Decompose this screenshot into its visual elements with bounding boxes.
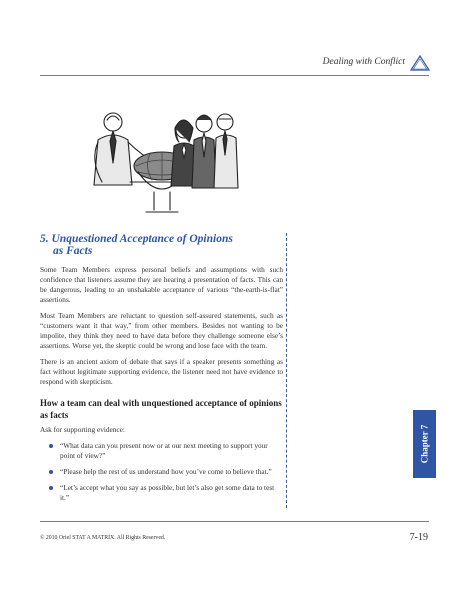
article-column [40,233,283,509]
list-item [40,483,283,503]
list-item [40,441,283,461]
list-item [40,467,283,477]
section-title-line2: as Facts [53,245,93,257]
section-title [40,233,283,257]
section-title-line1: 5. Unquestioned Acceptance of Opinions [40,233,233,245]
running-header-title: Dealing with Conflict [322,57,405,67]
business-team-globe-illustration [80,100,240,218]
page-number: 7-19 [409,532,428,543]
header-rule [40,75,429,76]
bullet-text: “What data can you present now or at our next meeting to support your point of view?” [60,441,268,460]
subheading: How a team can deal with unquestioned acceptance of opinions as facts [40,398,282,420]
column-divider [286,233,287,508]
chapter-tab [413,410,436,478]
footer-rule [40,521,429,522]
triangle-icon [410,55,430,71]
copyright-notice: © 2010 Oriel STAT A MATRIX. All Rights Reserved. [40,535,166,541]
chapter-tab-label: Chapter 7 [419,424,430,464]
paragraph-1: Some Team Members express personal beliefs and assumptions with such confidence that listeners assume they are hearing a presentation of facts. This can be dangerous, leading to an unshakable acceptance of various “the-earth-is-flat” assertions. [40,265,283,304]
lead-text: Ask for supporting evidence: [40,425,125,434]
paragraph-3: There is an ancient axiom of debate that says if a speaker presents something as fact without legitimate supporting evidence, the listener need not have evidence to respond with skepticism. [40,357,283,386]
bullet-icon [49,486,53,490]
bullet-icon [49,444,53,448]
bullet-list [40,441,283,503]
bullet-text: “Let’s accept what you say as possible, but let’s also get some data to test it.” [60,483,275,502]
bullet-icon [49,470,53,474]
paragraph-2: Most Team Members are reluctant to question self-assured statements, such as “customers want it that way,” from other members. Besides not wanting to be impolite, they think they need to have data before they challenge someone else’s assertions. Worse yet, the skeptic could be wrong and lose face with the team. [40,311,283,350]
bullet-text: “Please help the rest of us understand how you’ve come to believe that.” [60,467,272,476]
